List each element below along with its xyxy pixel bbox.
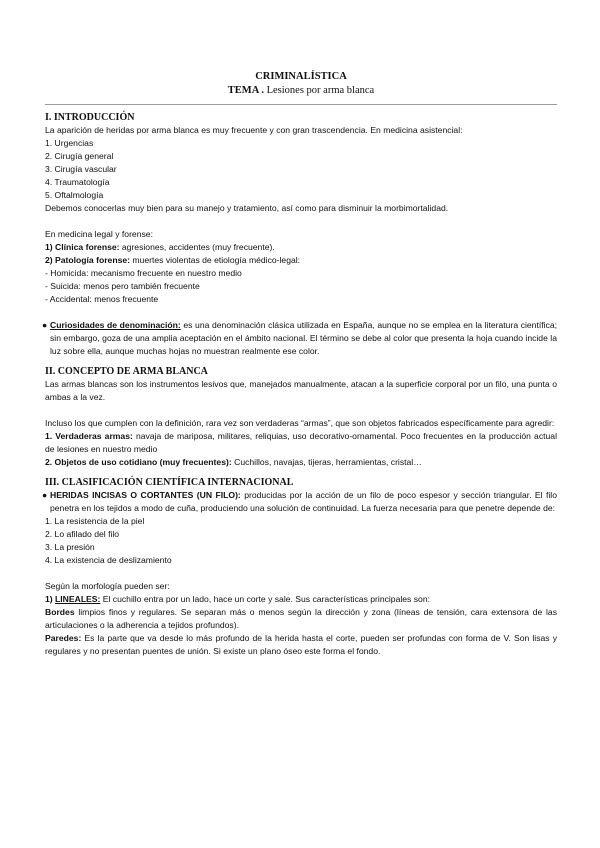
document-subtitle <box>45 84 557 98</box>
bordes-text: limpios finos y regulares. Se separan más o menos según la dirección y zona (líneas de tensión, cara extensora de las articulaciones o la adherencia a tejidos profundos). <box>45 607 557 630</box>
clinica-text: agresiones, accidentes (muy frecuente). <box>119 242 275 252</box>
patologia-text: muertes violentas de etiología médico-legal: <box>130 255 301 265</box>
clinica-forense-line <box>45 241 557 254</box>
item2-text: Cuchillos, navajas, tijeras, herramientas, cristal… <box>231 457 422 467</box>
patologia-forense-line <box>45 254 557 267</box>
curiosidades-paragraph <box>42 319 557 358</box>
section-heading-introduccion: I. INTRODUCCIÓN <box>45 112 135 123</box>
list-item: 2. Cirugía general <box>45 151 114 161</box>
heridas-incisas-paragraph <box>42 489 557 515</box>
paredes-label: Paredes: <box>45 633 82 643</box>
list-item: 1. Urgencias <box>45 138 94 148</box>
list-item: 5. Oftalmología <box>45 190 104 200</box>
lineales-text: El cuchillo entra por un lado, hace un corte y sale. Sus características principales son: <box>100 594 430 604</box>
incisas-label: HERIDAS INCISAS O CORTANTES (UN FILO): <box>50 490 241 500</box>
curiosidades-label: Curiosidades de denominación: <box>50 320 181 330</box>
title-divider <box>45 104 557 105</box>
item2-label: 2. Objetos de uso cotidiano (muy frecuentes): <box>45 457 232 467</box>
concepto-paragraph-2: Incluso los que cumplen con la definición, rara vez son verdaderas “armas”, que son objetos fabricados específicamente para agredir: <box>45 418 555 428</box>
tema-label: TEMA . <box>227 85 264 96</box>
incisas-text: producidas por la acción de un filo de poco espesor y sección triangular. El filo penetra en los tejidos a modo de cuña, produciendo una solución de continuidad. La fuerza necesaria para que penetre depende de: <box>50 490 557 513</box>
legal-intro: En medicina legal y forense: <box>45 229 153 239</box>
list-item: 3. La presión <box>45 542 95 552</box>
lineales-line <box>45 593 557 606</box>
dash-item: - Suicida: menos pero también frecuente <box>45 281 200 291</box>
list-item: 1. La resistencia de la piel <box>45 516 145 526</box>
dash-item: - Homicida: mecanismo frecuente en nuestro medio <box>45 268 242 278</box>
document-page <box>42 70 557 658</box>
dash-item: - Accidental: menos frecuente <box>45 294 159 304</box>
lineales-number: 1) <box>45 594 56 604</box>
patologia-label: 2) Patología forense: <box>45 255 130 265</box>
list-item: 4. Traumatología <box>45 177 110 187</box>
intro-after-paragraph: Debemos conocerlas muy bien para su manejo y tratamiento, así como para disminuir la morbimortalidad. <box>45 203 449 213</box>
paredes-text: Es la parte que va desde lo más profundo de la herida hasta el corte, pueden ser profundas con forma de V. Son lisas y regulares y no presentan puentes de unión. Si existe un plano óseo este forma el fondo. <box>45 633 557 656</box>
clinica-label: 1) Clínica forense: <box>45 242 120 252</box>
verdaderas-armas-line <box>45 430 557 456</box>
bordes-label: Bordes <box>45 607 75 617</box>
intro-paragraph: La aparición de heridas por arma blanca es muy frecuente y con gran trascendencia. En medicina asistencial: <box>45 125 463 135</box>
section-heading-clasificacion: III. CLASIFICACIÓN CIENTÍFICA INTERNACIONAL <box>45 477 294 488</box>
bordes-paragraph <box>45 606 557 632</box>
bullet-icon: ● <box>42 320 48 330</box>
section-heading-concepto: II. CONCEPTO DE ARMA BLANCA <box>45 366 208 377</box>
list-item: 2. Lo afilado del filo <box>45 529 120 539</box>
item1-label: 1. Verdaderas armas: <box>45 431 133 441</box>
curiosidades-text: es una denominación clásica utilizada en España, aunque no se emplea en la literatura científica; sin embargo, goza de una amplia aceptación en el ámbito nacional. El término se debe al color que presenta la hoja cuando incide la luz sobre ella, aunque muchas hojas no muestran realmente ese color. <box>50 320 557 356</box>
lineales-label: LINEALES: <box>55 594 101 604</box>
concepto-paragraph-1: Las armas blancas son los instrumentos lesivos que, manejados manualmente, atacan a la superficie corporal por un filo, una punta o ambas a la vez. <box>45 379 557 402</box>
objetos-cotidianos-line <box>45 456 557 469</box>
tema-text: Lesiones por arma blanca <box>263 85 375 96</box>
document-title: CRIMINALÍSTICA <box>255 71 347 82</box>
paredes-paragraph <box>45 632 557 658</box>
morfologia-line: Según la morfología pueden ser: <box>45 581 170 591</box>
item1-text: navaja de mariposa, militares, reliquias, uso decorativo-ornamental. Poco frecuentes en la producción actual de lesiones en nuestro medio <box>45 431 557 454</box>
list-item: 4. La existencia de deslizamiento <box>45 555 172 565</box>
list-item: 3. Cirugía vascular <box>45 164 117 174</box>
bullet-icon: ● <box>42 490 48 500</box>
